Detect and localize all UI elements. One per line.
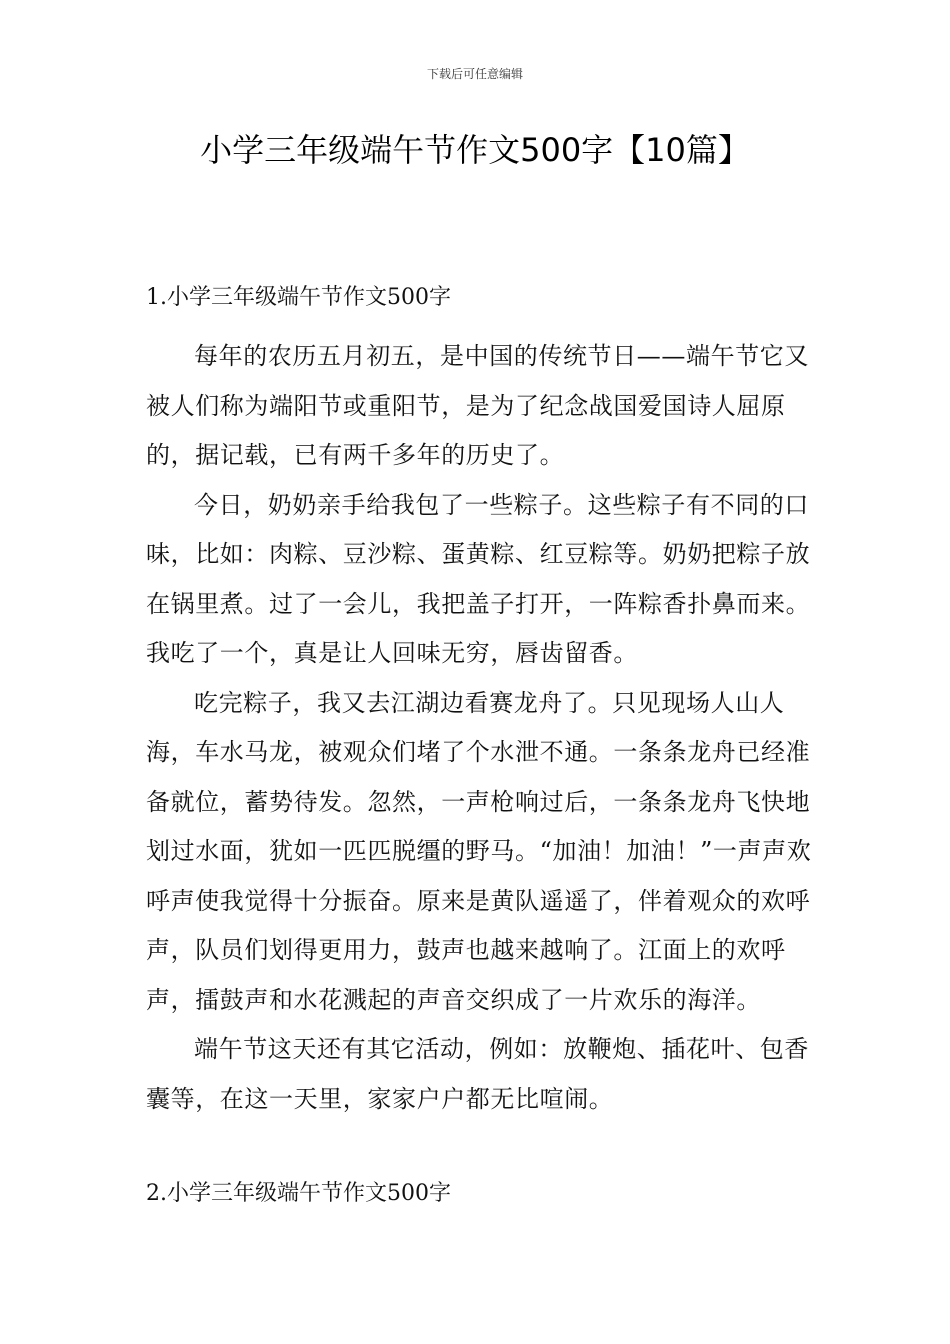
paragraph: 每年的农历五月初五，是中国的传统节日——端午节它又被人们称为端阳节或重阳节，是为了纪念战国爱国诗人屈原的，据记载，已有两千多年的历史了。 [146, 342, 809, 469]
section-heading: 1.小学三年级端午节作文500字 [146, 285, 451, 310]
essay-section-1 [146, 284, 816, 1124]
document-title: 小学三年级端午节作文500字【10篇】 [200, 131, 750, 169]
paragraph: 今日，奶奶亲手给我包了一些粽子。这些粽子有不同的口味，比如：肉粽、豆沙粽、蛋黄粽、红豆粽等。奶奶把粽子放在锅里煮。过了一会儿，我把盖子打开，一阵粽香扑鼻而来。我吃了一个，真是让人回味无穷，唇齿留香。 [146, 490, 811, 667]
page-header: 下载后可任意编辑 [426, 67, 523, 81]
paragraph: 吃完粽子，我又去江湖边看赛龙舟了。只见现场人山人海，车水马龙，被观众们堵了个水泄不通。一条条龙舟已经准备就位，蓄势待发。忽然，一声枪响过后，一条条龙舟飞快地划过水面，犹如一匹匹脱缰的野马。“加油！加油！”一声声欢呼声使我觉得十分振奋。原来是黄队遥遥了，伴着观众的欢呼声，队员们划得更用力，鼓声也越来越响了。江面上的欢呼声，擂鼓声和水花溅起的声音交织成了一片欢乐的海洋。 [146, 688, 812, 1014]
section-heading: 2.小学三年级端午节作文500字 [146, 1181, 451, 1206]
essay-section-2 [146, 1180, 816, 1208]
paragraph: 端午节这天还有其它活动，例如：放鞭炮、插花叶、包香囊等，在这一天里，家家户户都无比喧闹。 [146, 1035, 809, 1113]
